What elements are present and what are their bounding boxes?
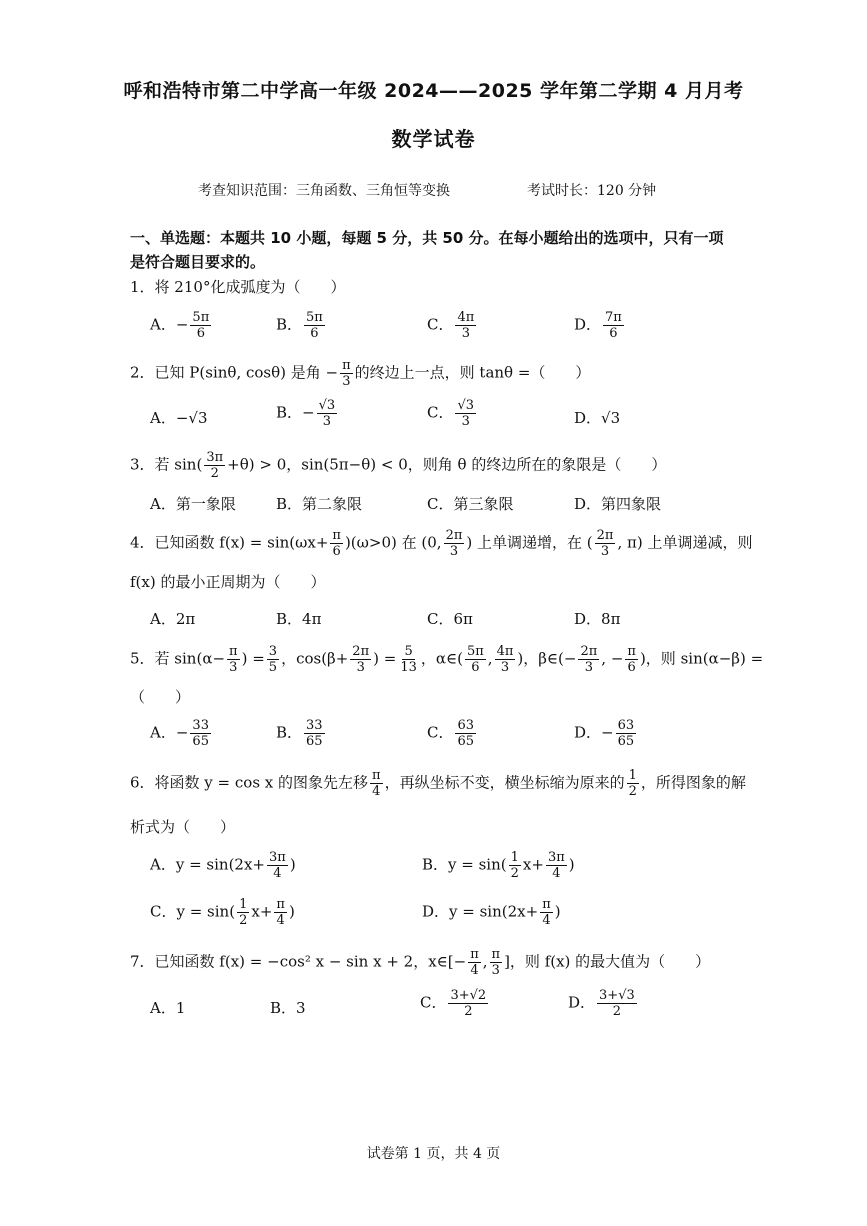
q4-option-a[interactable]: A．2π	[150, 610, 196, 628]
question-5-line2: （ ）	[130, 688, 191, 706]
question-6-stem: 6．将函数 y = cos x 的图象先左移 $\frac{\pi}{4}$ ，再纵坐标不变，横坐标缩为原来的 $\frac{1}{2}$ ，所得图象的解	[130, 768, 746, 799]
q7-option-d[interactable]: D． $\frac{3+√3}{2}$	[568, 988, 635, 1019]
q6-option-b[interactable]: B．y = sin( $\frac{1}{2}$ x+ $\frac{3\pi}{4}$ )	[422, 850, 575, 881]
q4-option-b[interactable]: B．4π	[276, 610, 322, 628]
exam-subtitle: 数学试卷	[391, 127, 476, 151]
question-4-line2: f(x) 的最小正周期为（ ）	[130, 573, 326, 591]
q1-option-b[interactable]: B． $\frac{5\pi}{6}$	[276, 310, 323, 341]
q3-option-a[interactable]: A．第一象限	[150, 495, 236, 513]
q1-option-c[interactable]: C． $\frac{4\pi}{3}$	[427, 310, 475, 341]
question-6-line2: 析式为（ ）	[130, 818, 236, 836]
q6-option-c[interactable]: C．y = sin( $\frac{1}{2}$ x+ $\frac{\pi}{4}$ )	[150, 897, 295, 928]
q2-option-a[interactable]: A．−√3	[150, 409, 208, 427]
exam-duration: 考试时长：120 分钟	[527, 183, 657, 199]
q4-option-d[interactable]: D．8π	[574, 610, 621, 628]
q5-option-c[interactable]: C． $\frac{63}{65}$	[427, 718, 475, 749]
q4-option-c[interactable]: C．6π	[427, 610, 473, 628]
q2-option-b[interactable]: B．− $\frac{√3}{3}$	[276, 398, 336, 429]
exam-title: 呼和浩特市第二中学高一年级 2024——2025 学年第二学期 4 月月考	[123, 80, 744, 102]
q7-option-b[interactable]: B．3	[270, 999, 306, 1017]
q5-option-a[interactable]: A．− $\frac{33}{65}$	[150, 718, 209, 749]
question-4-stem: 4．已知函数 f(x) = sin(ωx+ $\frac{\pi}{6}$ )(ω>0) 在 (0, $\frac{2\pi}{3}$ ) 上单调递增，在 ( $\frac{2\pi}{3}$ , π) 上单调递减，则	[130, 528, 753, 559]
section-heading: 一、单选题：本题共 10 小题，每题 5 分，共 50 分。在每小题给出的选项中，只有一项是符合题目要求的。	[130, 229, 724, 271]
q7-option-c[interactable]: C． $\frac{3+√2}{2}$	[420, 988, 487, 1019]
question-2-stem: 2．已知 P(sinθ, cosθ) 是角 − $\frac{\pi}{3}$ 的终边上一点，则 tanθ =（ ）	[130, 358, 591, 389]
q7-option-a[interactable]: A．1	[150, 999, 186, 1017]
q3-option-c[interactable]: C．第三象限	[427, 495, 514, 513]
q2-option-d[interactable]: D．√3	[574, 409, 621, 427]
question-3-stem: 3．若 sin( $\frac{3\pi}{2}$ +θ) > 0，sin(5π−θ) < 0，则角 θ 的终边所在的象限是（ ）	[130, 450, 667, 481]
q1-option-a[interactable]: A．− $\frac{5\pi}{6}$	[150, 310, 210, 341]
q5-option-d[interactable]: D．− $\frac{63}{65}$	[574, 718, 635, 749]
page-footer: 试卷第 1 页，共 4 页	[366, 1146, 501, 1162]
q2-option-c[interactable]: C． $\frac{√3}{3}$	[427, 398, 475, 429]
question-7-stem: 7．已知函数 f(x) = −cos² x − sin x + 2，x∈[− $\frac{\pi}{4}$ , $\frac{\pi}{3}$ ]，则 f(x) 的最大值为（ ）	[130, 947, 711, 978]
q6-option-a[interactable]: A．y = sin(2x+ $\frac{3\pi}{4}$ )	[150, 850, 296, 881]
q3-option-b[interactable]: B．第二象限	[276, 495, 363, 513]
question-5-stem: 5．若 sin(α− $\frac{\pi}{3}$ ) = $\frac{3}{5}$ ，cos(β+ $\frac{2\pi}{3}$ ) = $\frac{5}{13}$ ，α∈( $\frac{5\pi}{6}$ , $\frac{4\pi}{3}$ )，β∈(− $\frac{2\pi}{3}$ , − $\frac{\pi}{6}$ )，则 sin(α−β) =	[130, 644, 764, 675]
q1-option-d[interactable]: D． $\frac{7\pi}{6}$	[574, 310, 622, 341]
q6-option-d[interactable]: D．y = sin(2x+ $\frac{\pi}{4}$ )	[422, 897, 561, 928]
knowledge-scope: 考查知识范围：三角函数、三角恒等变换	[198, 183, 450, 199]
question-1-stem: 1．将 210°化成弧度为（ ）	[130, 278, 346, 296]
q3-option-d[interactable]: D．第四象限	[574, 495, 662, 513]
q5-option-b[interactable]: B． $\frac{33}{65}$	[276, 718, 323, 749]
